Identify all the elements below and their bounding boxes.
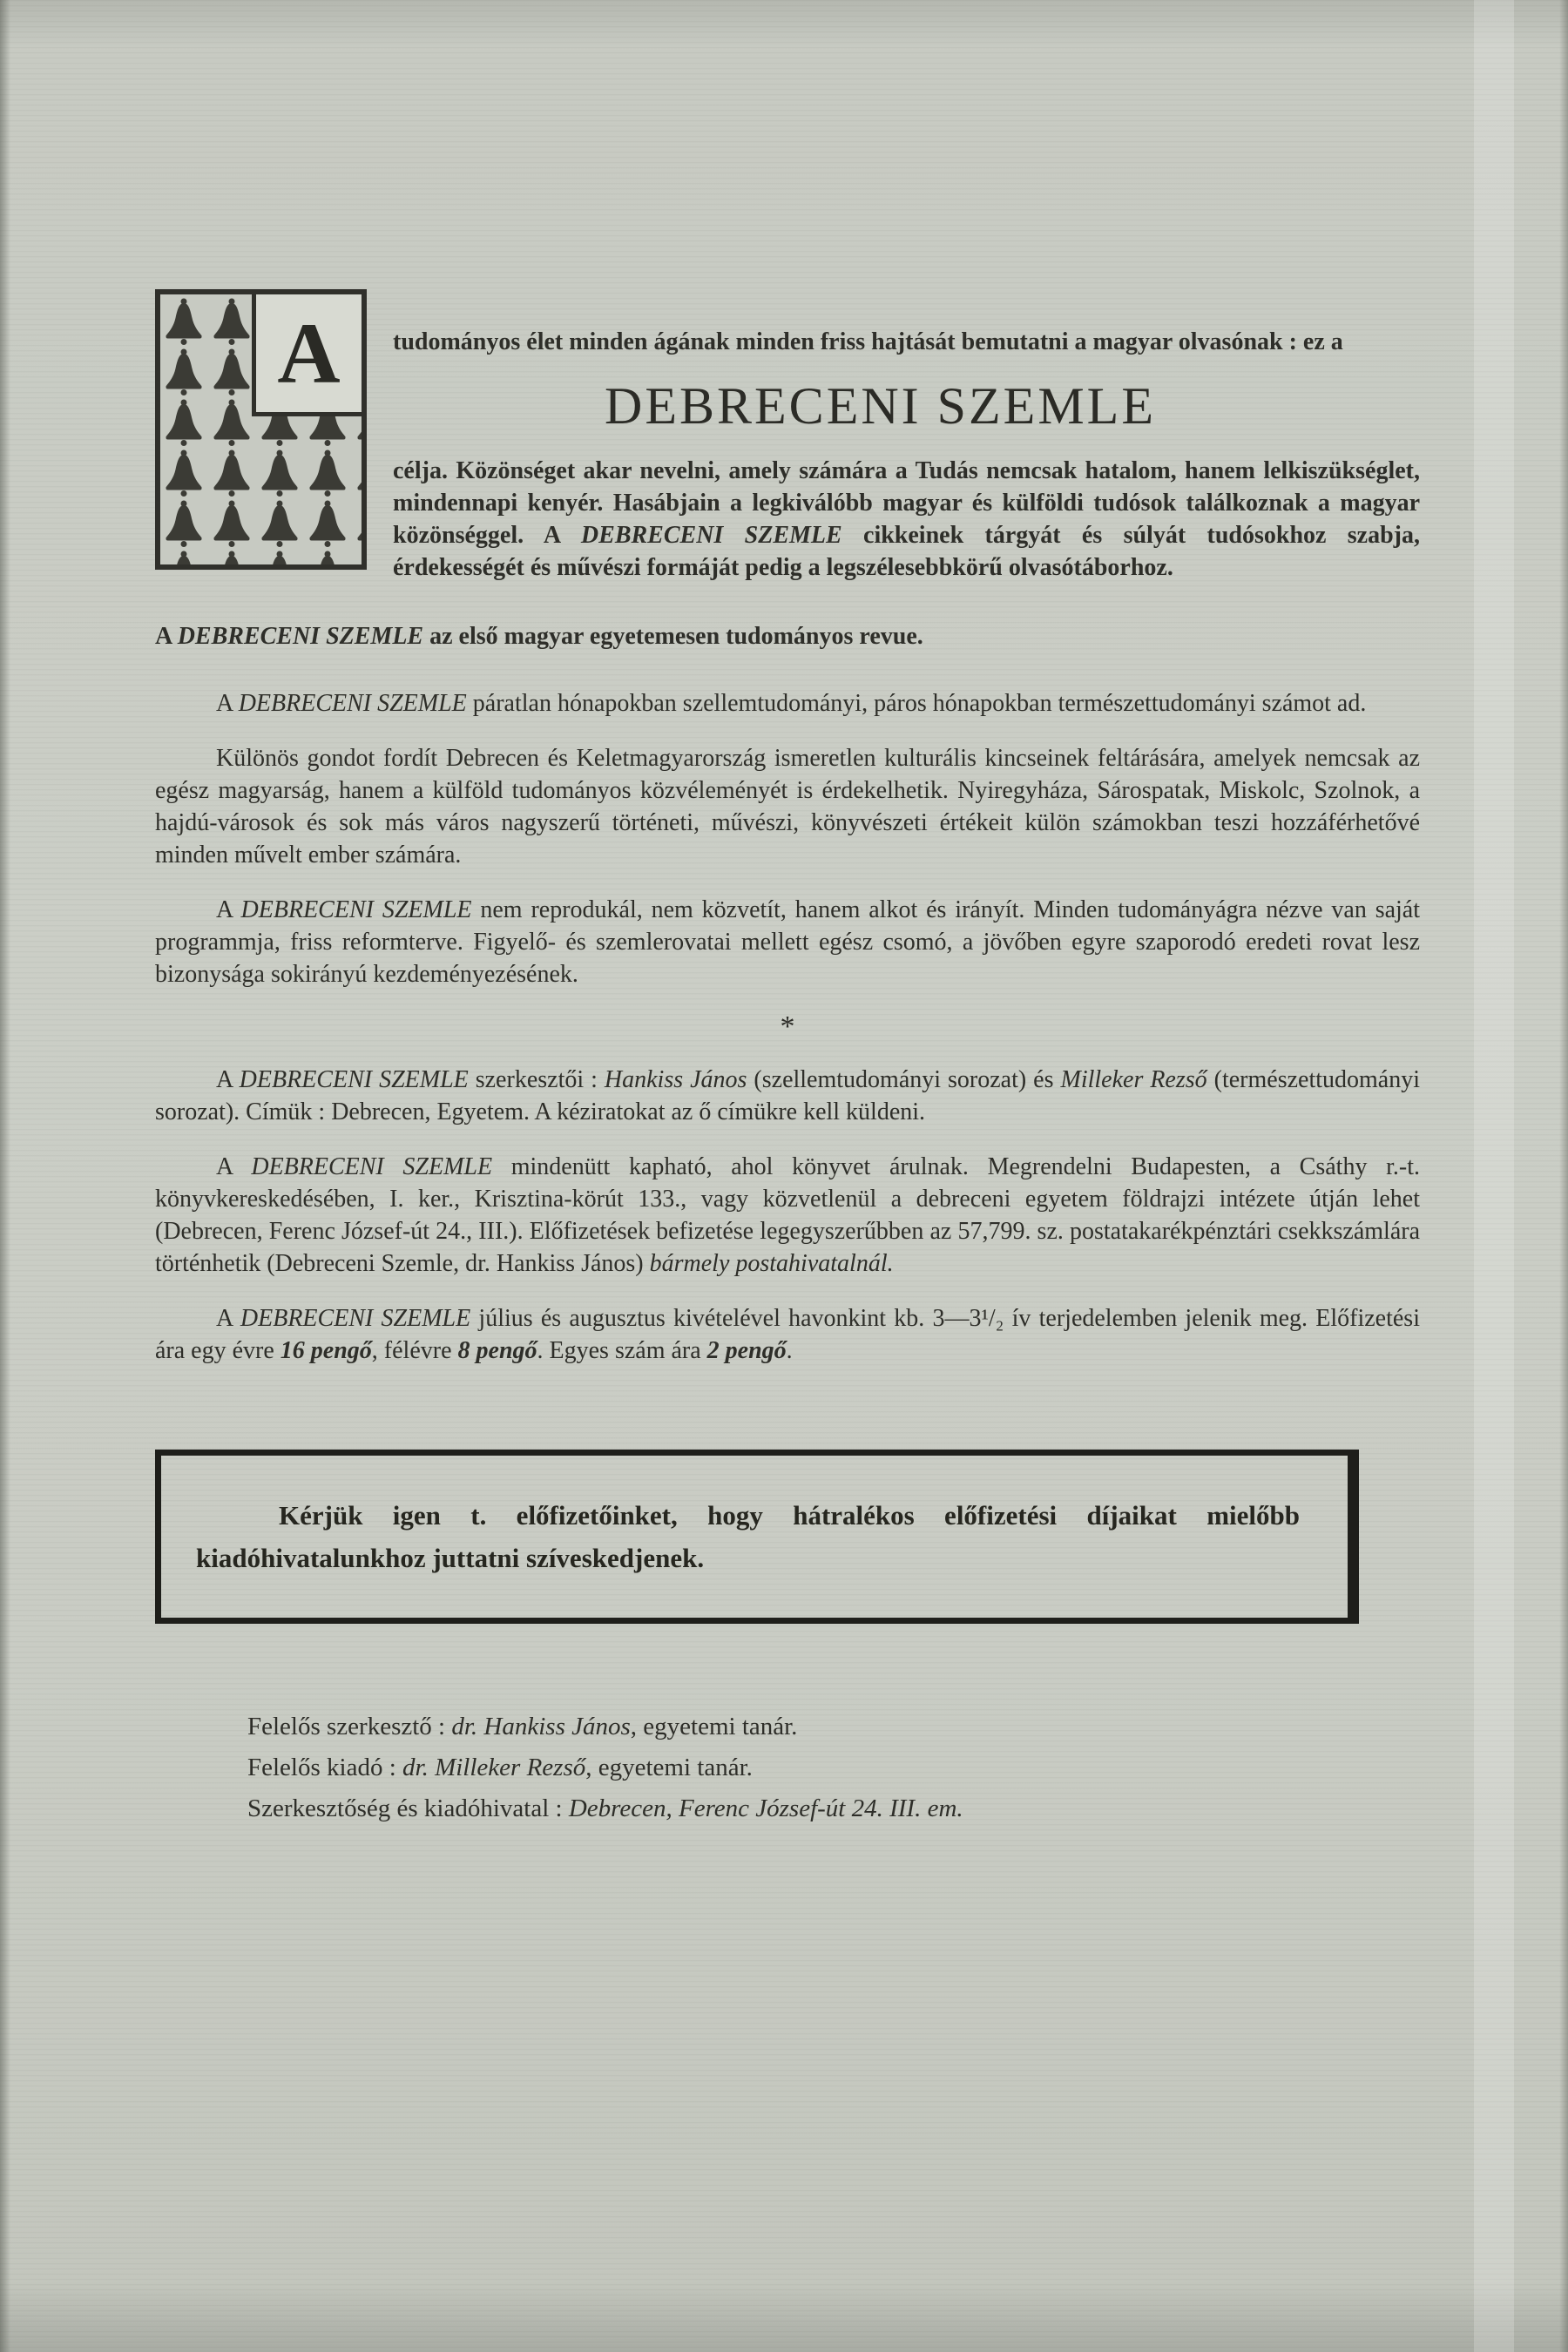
paragraph-schedule: A DEBRECENI SZEMLE páratlan hónapokban szellemtudományi, páros hónapokban természettudományi számot ad. (216, 690, 1367, 717)
subscription-notice-box (155, 1450, 1359, 1624)
intro-paragraph: tudományos élet minden ágának minden friss hajtását bemutatni a magyar olvasónak : ez a (393, 328, 1343, 355)
page-edge-shading-right (1559, 0, 1568, 2352)
ornamental-initial-block (155, 289, 367, 570)
page-content (155, 286, 1420, 1829)
paragraph-editors: A DEBRECENI SZEMLE szerkesztői : Hankiss János (szellemtudományi sorozat) és Milleker Rezső (természettudományi sorozat). Címük : Debrecen, Egyetem. A kéziratokat az ő címükre kell küldeni. (155, 1066, 1421, 1125)
page-edge-light-band (1474, 0, 1514, 2352)
paragraph-frequency-price: A DEBRECENI SZEMLE július és augusztus kivételével havonkint kb. 3—3¹/₂ ív terjedelemben jelenik meg. Előfizetési ára egy évre 16 pengő, félévre 8 pengő. Egyes szám ára 2 pengő. (155, 1305, 1420, 1364)
paragraph-mission: célja. Közönséget akar nevelni, amely számára a Tudás nemcsak hatalom, hanem lelkiszükséglet, mindennapi kenyér. Hasábjain a legkiválóbb magyar és külföldi tudósok találkoznak a magyar közönséggel. A DEBRECENI SZEMLE cikkeinek tárgyát és súlyát tudósokhoz szabja, érdekességét és művészi formáját pedig a legszélesebbkörű olvasótáborhoz. (393, 457, 1421, 581)
footer-editor-line: Felelős szerkesztő : dr. Hankiss János, egyetemi tanár. (247, 1713, 798, 1740)
paragraph-regions: Különös gondot fordít Debrecen és Keletmagyarország ismeretlen kulturális kincseinek feltárására, amelyek nemcsak az egész magyarság, hanem a külföld tudományos közvéleményét is érdekelhetik. Nyiregyháza, Sárospatak, Miskolc, Szolnok, a hajdú-városok és sok más város nagyszerű történeti, művészi, könyvészeti értékeit külön számokban teszi hozzáférhetővé minden művelt ember számára. (155, 745, 1420, 868)
page-edge-shading-left (0, 0, 10, 2352)
footer-publisher-line: Felelős kiadó : dr. Milleker Rezső, egyetemi tanár. (247, 1754, 753, 1781)
imprint-footer (155, 1707, 1420, 1829)
paragraph-ordering: A DEBRECENI SZEMLE mindenütt kapható, ahol könyvet árulnak. Megrendelni Budapesten, a Csáthy r.-t. könyvkereskedésében, I. ker., Krisztina-körút 133., vagy közvetlenül a debreceni egyetem földrajzi intézete útján lehet (Debrecen, Ferenc József-út 24., III.). Előfizetések befizetése legegyszerűbben az 57,799. sz. postatakarékpénztári csekkszámlára történhetik (Debreceni Szemle, dr. Hankiss János) bármely postahivatalnál. (155, 1153, 1420, 1277)
subscription-notice-text: Kérjük igen t. előfizetőinket, hogy hátralékos előfizetési díjaikat mielőbb kiadóhivatalunkhoz juttatni szíveskedjenek. (196, 1500, 1300, 1573)
paragraph-revue-statement: A DEBRECENI SZEMLE az első magyar egyetemesen tudományos revue. (155, 623, 923, 650)
journal-title: DEBRECENI SZEMLE (605, 377, 1156, 435)
section-separator-asterisk: * (780, 1010, 795, 1043)
footer-address-line: Szerkesztőség és kiadóhivatal : Debrecen, Ferenc József-út 24. III. em. (247, 1794, 963, 1822)
dropcap-letter: A (252, 294, 362, 416)
paragraph-originality: A DEBRECENI SZEMLE nem reprodukál, nem közvetít, hanem alkot és irányít. Minden tudományágra nézve van saját programmja, friss reformterve. Figyelő- és szemlerovatai mellett egész csomó, a jövőben egyre szaporodó eredeti rovat lesz bizonysága sokirányú kezdeményezésének. (155, 896, 1420, 988)
